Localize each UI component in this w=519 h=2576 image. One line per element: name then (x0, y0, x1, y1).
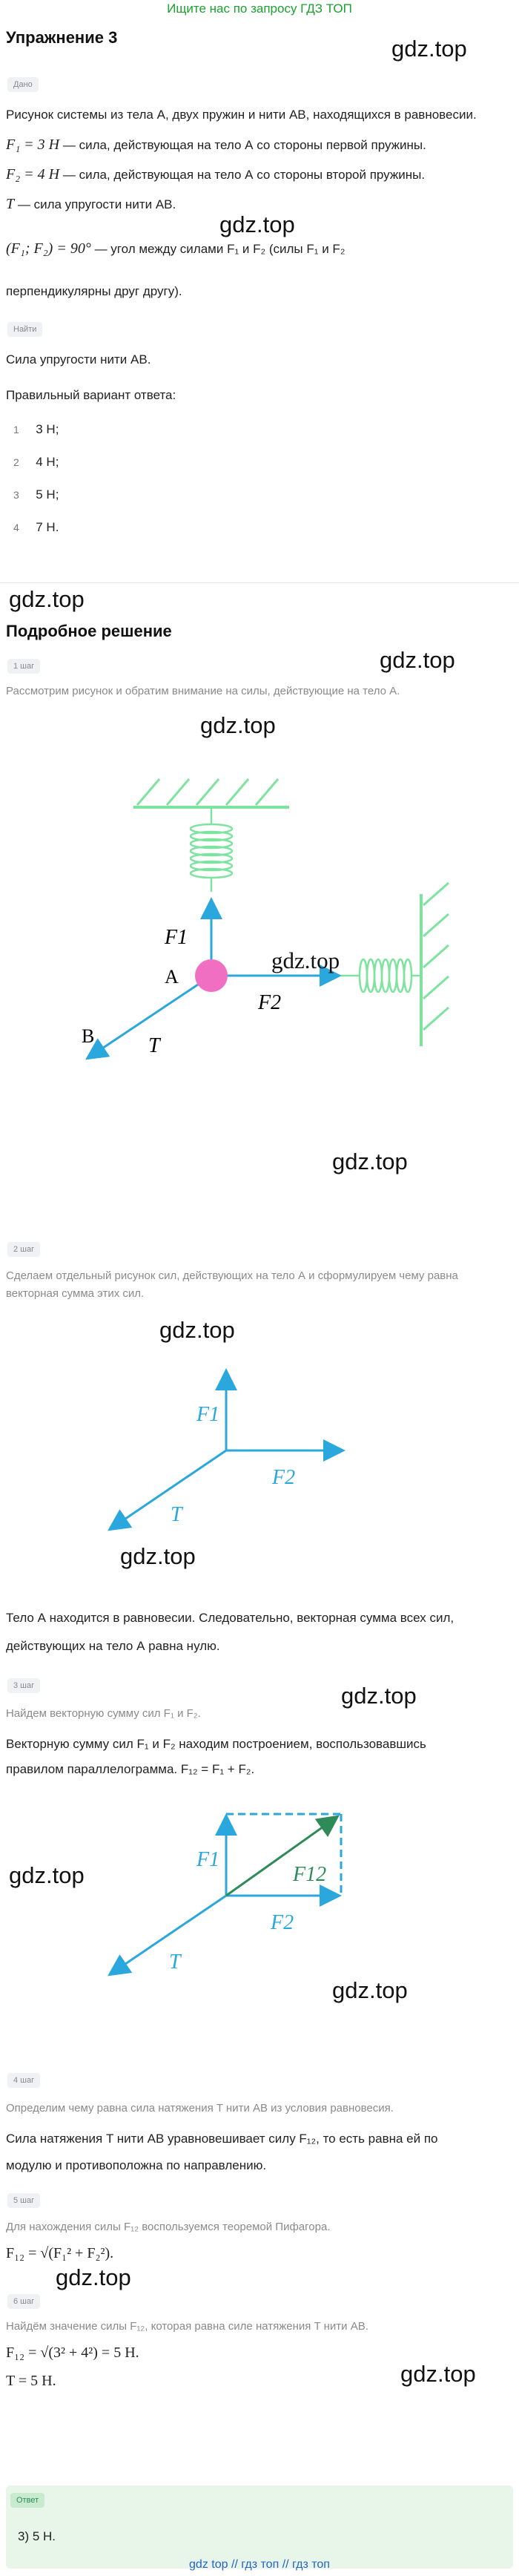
step4-tag: 4 шаг (7, 2073, 40, 2088)
label-f1: F1 (196, 1403, 220, 1426)
find-text: Сила упругости нити АВ. (6, 352, 151, 367)
label-t: T (171, 1503, 182, 1526)
answer-box (6, 2485, 513, 2569)
given-tag: Дано (7, 77, 39, 92)
solution-title: Подробное решение (6, 622, 172, 640)
step1-tag: 1 шаг (7, 659, 40, 674)
angle-formula: (F₁; F₂) = 90° (6, 240, 91, 257)
given-line1: Рисунок системы из тела А, двух пружин и нити АВ, находящихся в равновесии. (6, 108, 477, 122)
watermark: gdz.top (120, 1543, 196, 1569)
step1-text: Рассмотрим рисунок и обратим внимание на силы, действующие на тело А. (6, 685, 400, 697)
page-title: Упражнение 3 (6, 28, 118, 47)
watermark: gdz.top (332, 1977, 408, 2003)
step3-gray: Найдем векторную сумму сил F₁ и F₂. (6, 1707, 201, 1720)
watermark: gdz.top (219, 211, 295, 237)
step4-gray: Определим чему равна сила натяжения T нити АВ из условия равновесия. (6, 2102, 394, 2115)
watermark: gdz.top (380, 647, 455, 673)
watermark: gdz.top (200, 712, 276, 738)
watermark: gdz.top (400, 2361, 476, 2387)
vector-t (111, 1450, 226, 1528)
f2-desc: — сила, действующая на тело А со стороны второй пружины. (62, 168, 426, 182)
figure-system (0, 742, 519, 1068)
given-angle (6, 239, 345, 259)
step5-formula: F₁₂ = √(F₁² + F₂²). (6, 2245, 114, 2261)
option-number: 2 (13, 456, 19, 468)
option-item[interactable] (13, 485, 59, 518)
watermark: gdz.top (159, 1317, 235, 1343)
step6-formula1: F₁₂ = √(3² + 4²) = 5 Н. (6, 2345, 139, 2361)
watermark: gdz.top (56, 2264, 131, 2290)
bottom-links[interactable]: gdz top // гдз топ // гдз топ (189, 2558, 330, 2571)
watermark: gdz.top (332, 1149, 408, 1174)
option-text: 4 Н; (36, 455, 59, 469)
option-text: 3 Н; (36, 422, 59, 436)
option-number: 1 (13, 424, 19, 436)
option-item[interactable] (13, 420, 59, 453)
given-angle-desc2: перпендикулярны друг другу). (6, 284, 182, 298)
step6-formula2: T = 5 Н. (6, 2373, 56, 2389)
label-f2: F2 (258, 991, 282, 1014)
option-item[interactable] (13, 518, 59, 551)
step2-text: Сделаем отдельный рисунок сил, действующих на тело А и сформулируем чему равна векторная сумма этих сил. (6, 1269, 458, 1300)
watermark: gdz.top (391, 36, 467, 62)
options-list (13, 420, 59, 551)
given-f2 (6, 165, 425, 185)
f2-formula: F₂ = 4 Н (6, 166, 60, 183)
wall-support (421, 883, 449, 1046)
step3-text1: Векторную сумму сил F₁ и F₂ находим построением, воспользовавшись (6, 1737, 426, 1751)
given-f1 (6, 135, 426, 155)
watermark: gdz.top (9, 1862, 85, 1888)
watermark: gdz.top (341, 1683, 417, 1709)
body-a (195, 959, 228, 992)
equilibrium-text1: Тело А находится в равновесии. Следовательно, векторная сумма всех сил, (6, 1611, 454, 1625)
label-f2: F2 (272, 1466, 296, 1489)
step6-tag: 6 шаг (7, 2294, 40, 2309)
watermark: gdz.top (271, 947, 340, 973)
figure-parallelogram (0, 1792, 519, 1992)
label-b: B (82, 1025, 95, 1047)
ceiling-support (133, 779, 289, 807)
correct-label: Правильный вариант ответа: (6, 388, 176, 402)
step5-gray: Для нахождения силы F₁₂ воспользуемся теоремой Пифагора. (6, 2221, 331, 2233)
step5-tag: 5 шаг (7, 2193, 40, 2208)
step3-tag: 3 шаг (7, 1678, 40, 1693)
label-f2: F2 (271, 1911, 294, 1934)
step4-text1: Сила натяжения T нити АВ уравновешивает силу F₁₂, то есть равна ей по (6, 2132, 438, 2146)
t-formula: T (6, 196, 15, 212)
figure-forces (0, 1358, 519, 1551)
option-text: 5 Н; (36, 487, 59, 502)
answer-tag: Ответ (10, 2493, 44, 2508)
step2-tag: 2 шаг (7, 1242, 40, 1257)
label-t: T (169, 1951, 181, 1974)
given-t (6, 194, 176, 214)
step4-text2: модулю и противоположна по направлению. (6, 2158, 267, 2172)
label-a: A (165, 966, 179, 988)
equilibrium-text2: действующих на тело А равна нулю. (6, 1639, 220, 1653)
watermark: gdz.top (9, 586, 85, 612)
option-number: 3 (13, 489, 19, 501)
find-tag: Найти (7, 322, 42, 337)
angle-desc: — угол между силами F₁ и F₂ (силы F₁ и F₂ (94, 242, 346, 256)
spring-vertical (191, 807, 232, 892)
spring-horizontal (341, 959, 421, 992)
label-f12: F12 (293, 1863, 327, 1886)
label-f1: F1 (196, 1848, 220, 1871)
label-t: T (148, 1034, 160, 1057)
step6-gray: Найдём значение силы F₁₂, которая равна силе натяжения T нити АВ. (6, 2320, 368, 2333)
f1-desc: — сила, действующая на тело А со стороны первой пружины. (62, 138, 426, 152)
label-f1: F1 (165, 926, 188, 949)
option-item[interactable] (13, 453, 59, 485)
divider (0, 582, 519, 583)
t-desc: — сила упругости нити AB. (17, 197, 176, 211)
step3-text2: правилом параллелограмма. F₁₂ = F₁ + F₂. (6, 1762, 255, 1776)
top-promo-link[interactable]: Ищите нас по запросу ГДЗ ТОП (167, 1, 352, 16)
option-number: 4 (13, 522, 19, 533)
f1-formula: F₁ = 3 Н (6, 137, 60, 153)
option-text: 7 Н. (36, 520, 59, 534)
answer-text: 3) 5 Н. (18, 2529, 56, 2543)
